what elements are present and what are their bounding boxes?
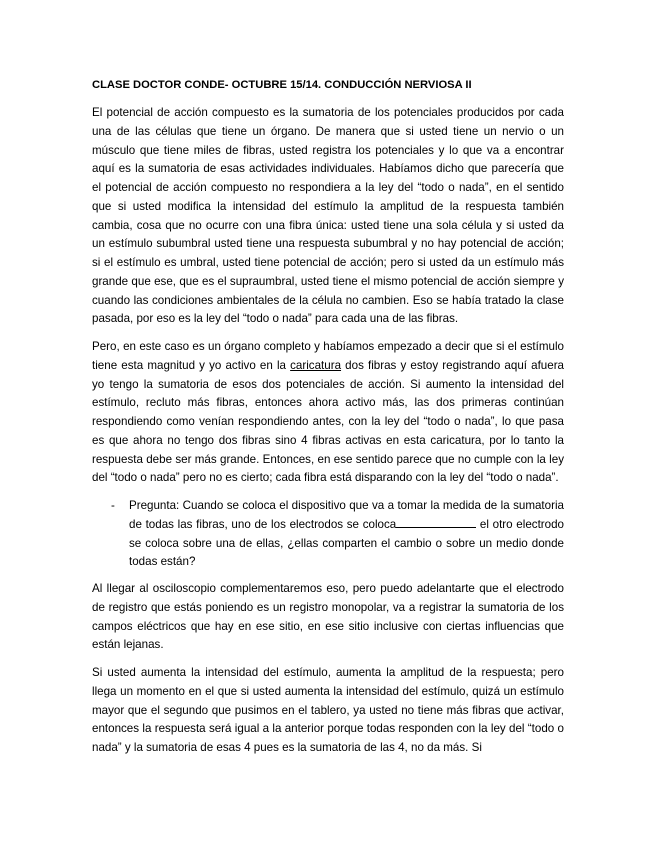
paragraph: Al llegar al osciloscopio complementaremos eso, pero puedo adelantarte que el electrodo de registro que estás poniendo es un registro monopolar, va a registrar la sumatoria de los campos eléctricos que hay en ese sitio, en ese sitio inclusive con ciertas influencias que están lejanas.: [92, 582, 564, 652]
question-text: Pregunta: Cuando se coloca el dispositivo que va a tomar la medida de la sumatoria de todas las fibras, uno de los electrodos se coloca: [129, 499, 564, 531]
bullet-dash: -: [111, 499, 115, 512]
paragraph: [92, 338, 564, 488]
paragraph: El potencial de acción compuesto es la sumatoria de los potenciales producidos por cada una de las células que tiene un órgano. De manera que si usted tiene un nervio o un músculo que tiene miles de fibras, usted registra los potenciales y lo que va a encontrar aquí es la sumatoria de esas actividades individuales. Habíamos dicho que parecería que el potencial de acción compuesto no respondiera a la ley del “todo o nada”, en el sentido que si usted modifica la intensidad del estímulo la amplitud de la respuesta también cambia, cosa que no ocurre con una fibra única: usted tiene una sola célula y si usted da un estímulo subumbral usted tiene una respuesta subumbral y no hay potencial de acción; si el estímulo es umbral, usted tiene potencial de acción; pero si usted da un estímulo más grande que ese, que es el supraumbral, usted tiene el mismo potencial de acción siempre y cuando las condiciones ambientales de la célula no cambien. Eso se había tratado la clase pasada, por eso es la ley del “todo o nada” para cada una de las fibras.: [92, 106, 564, 326]
document-body: [92, 76, 564, 767]
question-list: [92, 497, 564, 572]
list-item: [92, 497, 564, 572]
paragraph-text: dos fibras y estoy registrando aquí afuera yo tengo la sumatoria de esos dos potenciales de acción. Si aumento la intensidad del estímulo, recluto más fibras, entonces ahora activo más, las dos primeras continúan respondiendo como venían respondiendo antes, con la ley del “todo o nada”, lo que pasa es que ahora no tengo dos fibras sino 4 fibras activas en esta caricatura, por lo tanto la respuesta debe ser más grande. Entonces, en ese sentido parece que no cumple con la ley del “todo o nada” pero no es cierto; cada fibra está disparando con la ley del “todo o nada”.: [92, 358, 565, 485]
paragraph: Si usted aumenta la intensidad del estímulo, aumenta la amplitud de la respuesta; pero llega un momento en el que si usted aumenta la intensidad del estímulo, quizá un estímulo mayor que el segundo que pusimos en el tablero, ya usted no tiene más fibras que activar, entonces la respuesta será igual a la anterior porque todas responden con la ley del “todo o nada” y la sumatoria de esas 4 pues es la sumatoria de las 4, no da más. Si: [92, 666, 564, 754]
fill-in-blank: [396, 516, 476, 528]
document-title: CLASE DOCTOR CONDE- OCTUBRE 15/14. CONDUCCIÓN NERVIOSA II: [92, 79, 472, 91]
question-text: el otro electrodo se coloca sobre una de ellas, ¿ellas comparten el cambio o sobre un medio donde todas están?: [129, 517, 564, 569]
paragraph-text: Pero, en este caso es un órgano completo y habíamos empezado a decir que si el estímulo tiene esta magnitud y yo activo en la: [92, 340, 564, 372]
underlined-term: caricatura: [290, 358, 342, 372]
